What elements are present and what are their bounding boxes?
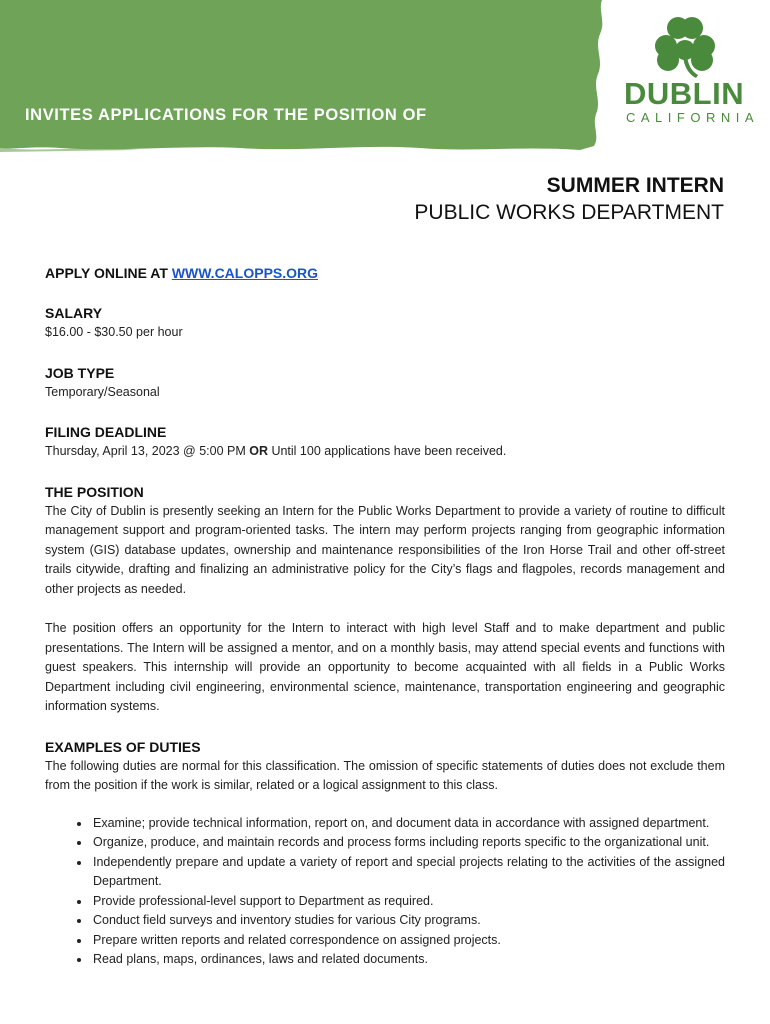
list-item: • Examine; provide technical information, report on, and document data in accordance with assigned department. [91, 814, 725, 834]
deadline-date: Thursday, April 13, 2023 @ 5:00 PM [45, 444, 250, 458]
position-paragraph-2: The position offers an opportunity for the Intern to interact with high level Staff and to make department and public presentations. The Intern will be assigned a mentor, and on a monthly basis, may attend special events and functions with guest speakers. This internship will provide an opportunity to become acquainted with all fields in a Public Works Department including civil engineering, environmental science, maintenance, transportation engineering and geographic information systems. [45, 621, 725, 713]
salary-heading: SALARY [45, 305, 103, 321]
duties-heading: EXAMPLES OF DUTIES [45, 738, 201, 755]
list-item: • Conduct field surveys and inventory studies for various City programs. [91, 911, 725, 931]
shamrock-icon [620, 14, 760, 84]
filing-deadline-heading: FILING DEADLINE [45, 424, 167, 440]
job-title: SUMMER INTERN [546, 174, 724, 197]
calopps-link[interactable]: WWW.CALOPPS.ORG [171, 265, 319, 281]
list-item: • Organize, produce, and maintain records and process forms including reports specific to the organizational unit. [91, 833, 725, 853]
banner-title: INVITES APPLICATIONS FOR THE POSITION OF [25, 106, 427, 124]
deadline-or: OR [249, 444, 268, 458]
list-item: • Prepare written reports and related correspondence on assigned projects. [91, 931, 725, 951]
position-heading: THE POSITION [45, 483, 144, 500]
duties-list [45, 814, 725, 970]
deadline-rest: Until 100 applications have been received. [267, 444, 507, 458]
apply-prefix: APPLY ONLINE AT [45, 265, 172, 281]
logo-subtitle: CALIFORNIA [626, 110, 760, 125]
filing-deadline-value [45, 442, 725, 462]
job-type-heading: JOB TYPE [45, 364, 115, 381]
duties-intro: The following duties are normal for this classification. The omission of specific statements of duties does not exclude them from the position if the work is similar, related or a logical assignment to this class. [45, 758, 725, 792]
logo-wordmark: DUBLIN [624, 76, 745, 111]
list-item: • Provide professional-level support to Department as required. [91, 892, 725, 912]
list-item: • Read plans, maps, ordinances, laws and related documents. [91, 950, 725, 970]
apply-online-line [45, 263, 725, 283]
position-paragraph-1: The City of Dublin is presently seeking an Intern for the Public Works Department to provide a variety of routine to difficult management support and program-oriented tasks. The intern may perform projects ranging from geographic information system (GIS) database updates, ownership and maintenance responsibilities of the Iron Horse Trail and other off-street trails citywide, drafting and finalizing an administrative policy for the City’s flags and flagpoles, records management and other projects as needed. [45, 503, 725, 596]
list-item: • Independently prepare and update a variety of report and special projects relating to the activities of the assigned Department. [91, 853, 725, 892]
job-type-value: Temporary/Seasonal [45, 384, 160, 399]
department-name: PUBLIC WORKS DEPARTMENT [414, 201, 724, 225]
position-title-block [414, 172, 724, 227]
salary-value: $16.00 - $30.50 per hour [45, 325, 183, 339]
job-posting-body [45, 263, 725, 970]
